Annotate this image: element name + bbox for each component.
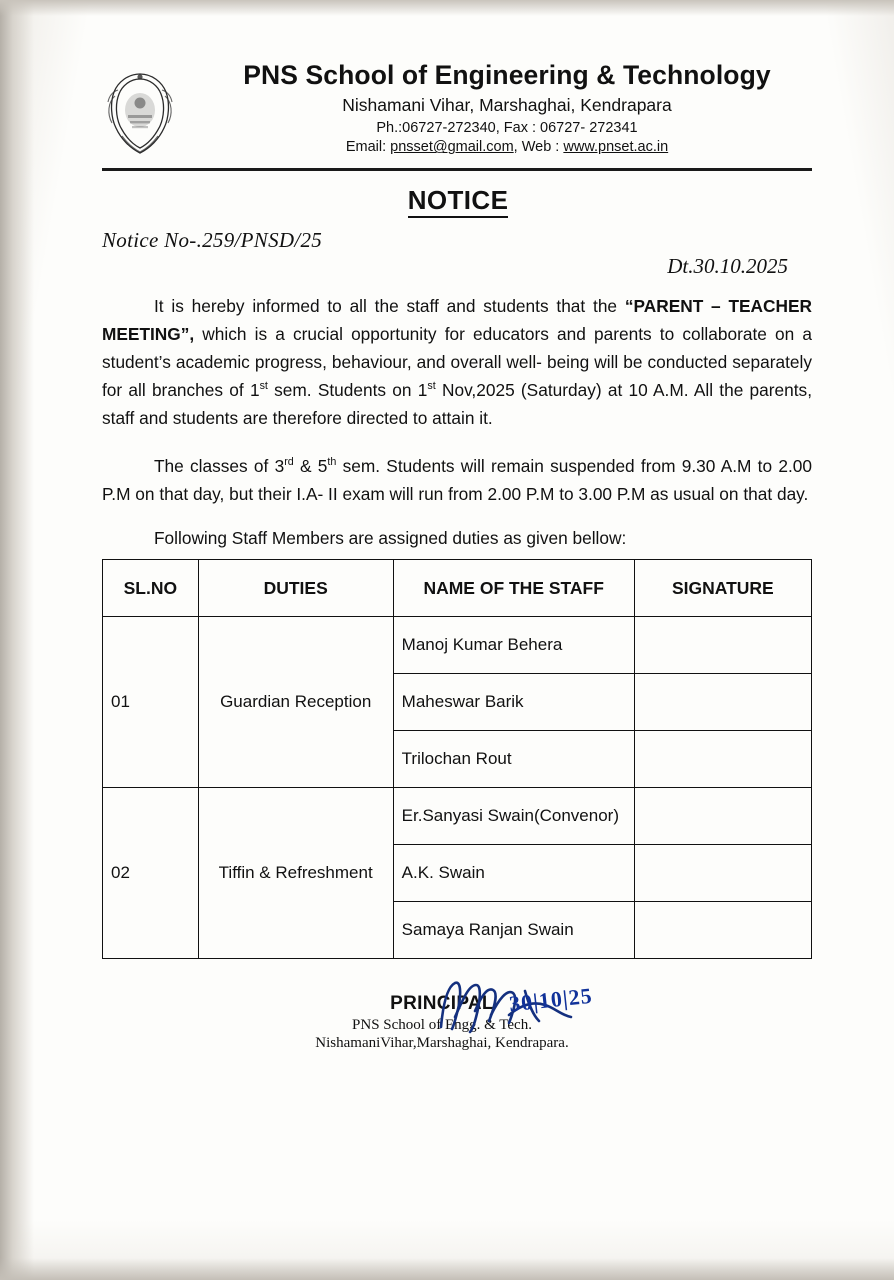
scan-edge-left — [0, 0, 34, 1280]
email-label: Email: — [345, 139, 391, 156]
document-content — [62, 60, 854, 1052]
scan-edge-bottom — [0, 1258, 894, 1280]
cell-staff-name: Trilochan Rout — [393, 731, 634, 788]
duties-table — [102, 559, 812, 959]
signature-date-stamp: 30|10|25 — [507, 982, 594, 1017]
header-divider — [102, 168, 812, 171]
notice-reference-row — [62, 224, 854, 284]
column-header-signature: SIGNATURE — [634, 560, 811, 617]
cell-signature[interactable] — [634, 788, 811, 845]
scan-edge-top — [0, 0, 894, 16]
page-title — [62, 185, 854, 216]
signature-block — [102, 982, 812, 1052]
p1-sup-1: st — [259, 380, 268, 393]
p2-part-a: The classes of 3 — [154, 456, 285, 477]
p2-part-b: & 5 — [293, 456, 328, 477]
p1-part-d: Nov,2025 (Saturday) at 10 A.M. All the parents, staff and students are therefore directed to attain it. — [102, 380, 812, 429]
cell-signature[interactable] — [634, 845, 811, 902]
cell-slno: 01 — [103, 617, 199, 788]
notice-number: Notice No-.259/PNSD/25 — [102, 228, 323, 252]
institution-crest-icon — [98, 70, 182, 156]
p2-part-c: sem. Students will remain suspended from 9.30 A.M to 2.00 P.M on that day, but their I.A- II exam will run from 2.00 P.M to 3.00 P.M as usual on that day. — [102, 456, 812, 505]
cell-duty: Guardian Reception — [198, 617, 393, 788]
cell-staff-name: Samaya Ranjan Swain — [393, 902, 634, 959]
letterhead — [62, 60, 854, 156]
letterhead-text — [196, 60, 854, 155]
cell-staff-name: Maheswar Barik — [393, 674, 634, 731]
p1-meeting-title: “PARENT – TEACHER MEETING”, — [102, 296, 812, 345]
principal-label: PRINCIPAL — [390, 993, 494, 1015]
cell-staff-name: Manoj Kumar Behera — [393, 617, 634, 674]
school-phone: Ph.:06727-272340, Fax : 06727- 272341 — [376, 120, 638, 137]
page-title-text: NOTICE — [408, 185, 509, 218]
cell-staff-name: A.K. Swain — [393, 845, 634, 902]
cell-signature[interactable] — [634, 617, 811, 674]
p1-part-b: which is a crucial opportunity for educators and parents to collaborate on a student’s academic progress, behaviour, and overall well- being will be conducted separately for all branches of 1 — [102, 324, 812, 401]
column-header-slno: SL.NO — [103, 560, 199, 617]
website-url[interactable]: www.pnset.ac.in — [563, 139, 669, 156]
paragraph-1 — [102, 292, 812, 432]
school-name: PNS School of Engineering & Technology — [243, 60, 771, 90]
column-header-staff: NAME OF THE STAFF — [393, 560, 634, 617]
school-address: Nishamani Vihar, Marshaghai, Kendrapara — [342, 95, 672, 116]
cell-slno: 02 — [103, 788, 199, 959]
paragraph-2 — [102, 452, 812, 508]
p1-part-c: sem. Students on 1 — [267, 380, 428, 401]
p2-sup-2: th — [327, 456, 337, 469]
p1-part-a: It is hereby informed to all the staff and students that the — [154, 296, 625, 316]
p1-sup-2: st — [427, 380, 436, 393]
school-email-web — [196, 139, 818, 155]
table-row — [103, 788, 812, 845]
email-address[interactable]: pnsset@gmail.com — [390, 139, 514, 156]
cell-signature[interactable] — [634, 902, 811, 959]
cell-staff-name: Er.Sanyasi Swain(Convenor) — [393, 788, 634, 845]
cell-signature[interactable] — [634, 674, 811, 731]
table-row — [103, 617, 812, 674]
cell-signature[interactable] — [634, 731, 811, 788]
principal-address: NishamaniVihar,Marshaghai, Kendrapara. — [315, 1035, 569, 1052]
notice-date: Dt.30.10.2025 — [667, 254, 788, 278]
cell-duty: Tiffin & Refreshment — [198, 788, 393, 959]
duties-table-caption: Following Staff Members are assigned duties as given bellow: — [154, 528, 627, 549]
column-header-duties: DUTIES — [198, 560, 393, 617]
principal-institution: PNS School of Engg. & Tech. — [352, 1017, 532, 1034]
notice-body — [62, 292, 854, 1052]
web-label: , Web : — [513, 139, 564, 156]
table-header-row — [103, 560, 812, 617]
p2-sup-1: rd — [284, 456, 294, 469]
